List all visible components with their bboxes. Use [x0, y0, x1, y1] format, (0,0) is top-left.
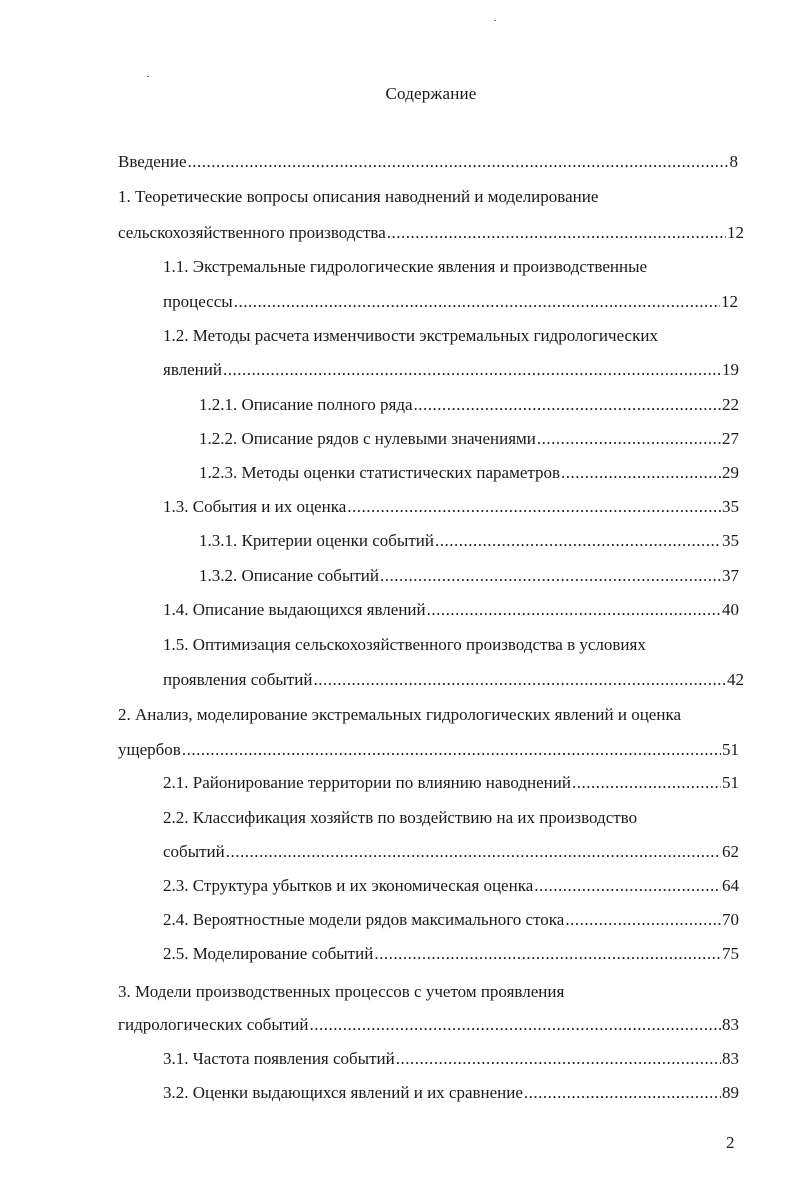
dot-leader [234, 291, 720, 313]
toc-entry-1-2-3 [199, 462, 739, 484]
toc-entry-page: 12 [721, 292, 738, 311]
dot-leader [223, 359, 721, 381]
toc-entry-page: 8 [729, 152, 738, 171]
dot-leader [565, 909, 721, 931]
toc-entry-page: 19 [722, 360, 739, 379]
toc-entry-chapter-2-line-1: 2. Анализ, моделирование экстремальных гидрологических явлений и оценка [118, 705, 682, 724]
toc-entry-page: 89 [722, 1083, 739, 1102]
toc-entry-text: 1.2.3. Методы оценки статистических параметров [199, 463, 561, 482]
toc-entry-page: 27 [722, 429, 739, 448]
toc-entry-2-1 [163, 772, 739, 794]
toc-entry-1-2-1 [199, 394, 739, 416]
dot-leader [313, 669, 726, 691]
toc-entry-text: 3.1. Частота появления событий [163, 1049, 395, 1068]
toc-entry-text: гидрологических событий [118, 1015, 309, 1034]
toc-entry-page: 22 [722, 395, 739, 414]
toc-entry-page: 37 [722, 566, 739, 585]
toc-entry-text: проявления событий [163, 670, 313, 689]
toc-entry-text: 2.3. Структура убытков и их экономическая оценка [163, 876, 534, 895]
dot-leader [226, 841, 721, 863]
toc-entry-text: ущербов [118, 740, 181, 759]
dot-leader [387, 222, 726, 244]
dot-leader [534, 875, 721, 897]
toc-entry-chapter-3 [118, 1014, 739, 1036]
toc-entry-1-4 [163, 599, 739, 621]
toc-entry-1-2-line-1: 1.2. Методы расчета изменчивости экстремальных гидрологических [163, 326, 658, 345]
toc-entry-text: 2.1. Районирование территории по влиянию наводнений [163, 773, 571, 792]
dot-leader [182, 739, 721, 761]
toc-entry-chapter-1-line-1: 1. Теоретические вопросы описания наводнений и моделирование [118, 187, 599, 206]
toc-entry-1-1-line-1: 1.1. Экстремальные гидрологические явления и производственные [163, 257, 648, 276]
toc-entry-3-1 [163, 1048, 739, 1070]
toc-entry-page: 29 [722, 463, 739, 482]
dot-leader [188, 151, 729, 173]
toc-entry-page: 62 [722, 842, 739, 861]
toc-entry-1-1 [163, 291, 738, 313]
toc-entry-text: 2.4. Вероятностные модели рядов максимального стока [163, 910, 565, 929]
toc-entry-1-2 [163, 359, 739, 381]
toc-entry-text: 1.3.2. Описание событий [199, 566, 380, 585]
toc-entry-text: сельскохозяйственного производства [118, 223, 386, 242]
toc-entry-page: 51 [722, 740, 739, 759]
toc-entry-2-3 [163, 875, 739, 897]
dot-leader [561, 462, 721, 484]
dot-leader [374, 943, 721, 965]
toc-entry-page: 83 [722, 1015, 739, 1034]
scan-speck [147, 76, 149, 77]
dot-leader [537, 428, 721, 450]
toc-entry-page: 64 [722, 876, 739, 895]
toc-entry-1-3-2 [199, 565, 739, 587]
toc-entry-2-2-line-1: 2.2. Классификация хозяйств по воздействию на их производство [163, 808, 638, 827]
toc-entry-page: 35 [722, 531, 739, 550]
toc-entry-page: 75 [722, 944, 739, 963]
toc-entry-1-3-1 [199, 530, 739, 552]
dot-leader [572, 772, 721, 794]
toc-entry-page: 70 [722, 910, 739, 929]
toc-entry-text: 1.3. События и их оценка [163, 497, 347, 516]
dot-leader [380, 565, 721, 587]
toc-entry-chapter-3-line-1: 3. Модели производственных процессов с учетом проявления [118, 982, 565, 1001]
toc-entry-2-2 [163, 841, 739, 863]
dot-leader [414, 394, 721, 416]
toc-entry-page: 51 [722, 773, 739, 792]
toc-entry-text: процессы [163, 292, 233, 311]
toc-entry-text: 2.5. Моделирование событий [163, 944, 374, 963]
toc-entry-introduction [118, 151, 738, 173]
toc-entry-2-5 [163, 943, 739, 965]
toc-entry-text: 3.2. Оценки выдающихся явлений и их сравнение [163, 1083, 523, 1102]
dot-leader [309, 1014, 721, 1036]
toc-entry-text: 1.3.1. Критерии оценки событий [199, 531, 434, 550]
toc-entry-text: 1.2.1. Описание полного ряда [199, 395, 413, 414]
toc-entry-1-3 [163, 496, 739, 518]
toc-entry-1-5 [163, 669, 744, 691]
toc-entry-chapter-2 [118, 739, 739, 761]
toc-entry-1-5-line-1: 1.5. Оптимизация сельскохозяйственного производства в условиях [163, 635, 646, 654]
toc-entry-3-2 [163, 1082, 739, 1104]
toc-entry-text: 1.2.2. Описание рядов с нулевыми значениями [199, 429, 536, 448]
toc-entry-page: 42 [727, 670, 744, 689]
toc-entry-text: событий [163, 842, 225, 861]
toc-entry-2-4 [163, 909, 739, 931]
toc-entry-text: явлений [163, 360, 222, 379]
toc-entry-page: 40 [722, 600, 739, 619]
toc-entry-1-2-2 [199, 428, 739, 450]
toc-entry-text: Введение [118, 152, 187, 171]
dot-leader [396, 1048, 721, 1070]
toc-entry-page: 83 [722, 1049, 739, 1068]
page-number: 2 [726, 1133, 735, 1152]
toc-entry-chapter-1 [118, 222, 744, 244]
toc-entry-text: 1.4. Описание выдающихся явлений [163, 600, 426, 619]
toc-entry-page: 12 [727, 223, 744, 242]
toc-title: Содержание [385, 84, 477, 103]
scan-speck [494, 20, 496, 21]
dot-leader [427, 599, 721, 621]
toc-entry-page: 35 [722, 497, 739, 516]
dot-leader [347, 496, 721, 518]
dot-leader [524, 1082, 721, 1104]
dot-leader [435, 530, 721, 552]
